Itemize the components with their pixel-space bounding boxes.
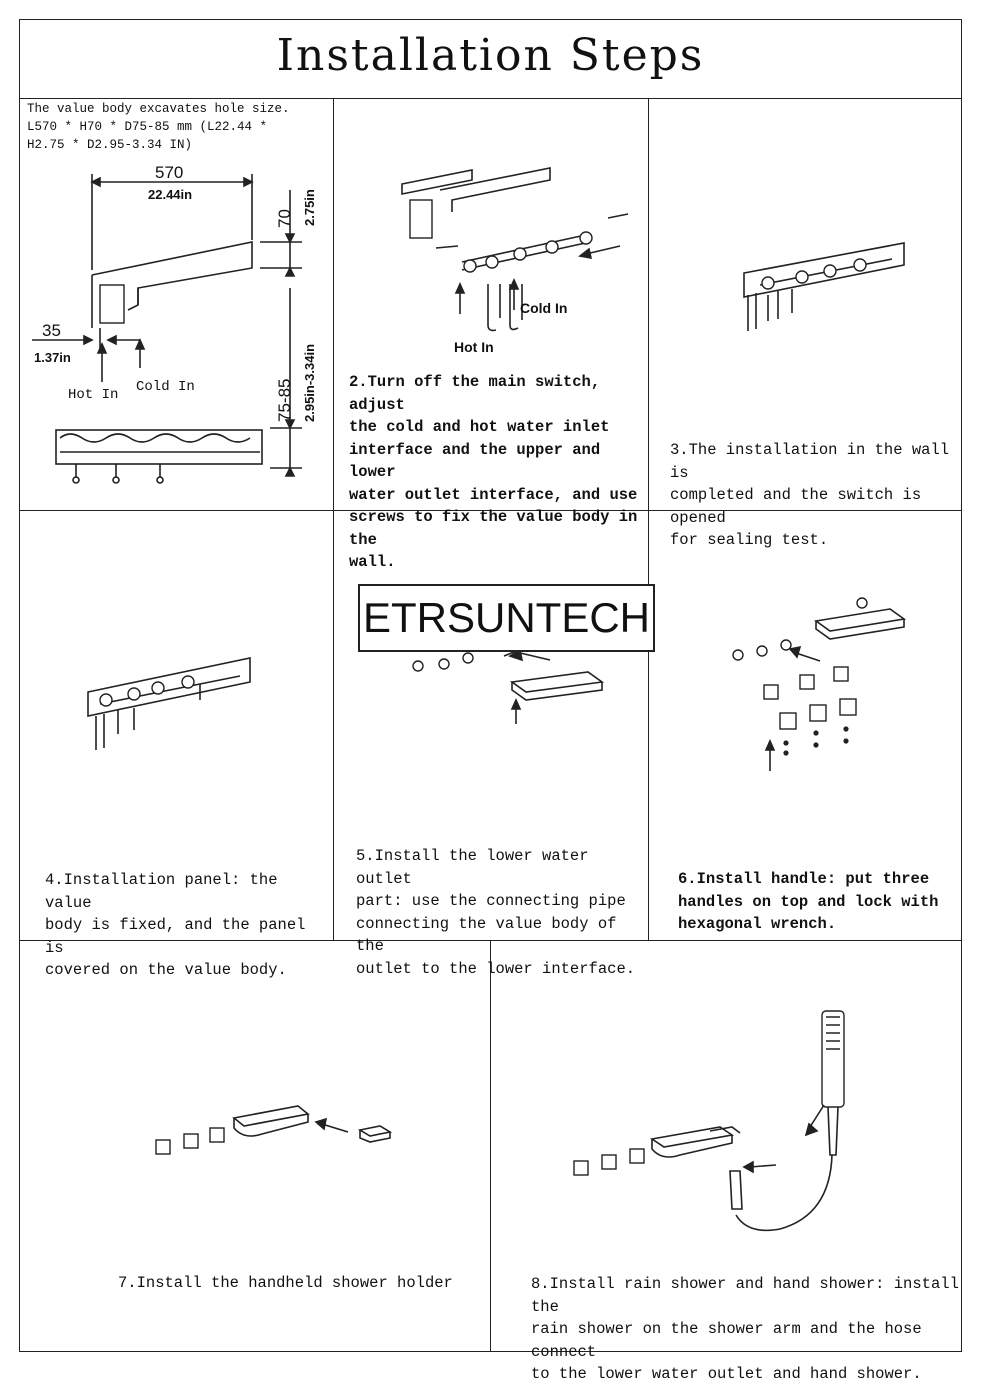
page-title: Installation Steps xyxy=(276,30,705,81)
col-divider-2 xyxy=(648,98,649,940)
step6-diagram xyxy=(720,595,920,775)
step8-caption: 8.Install rain shower and hand shower: install the rain shower on the shower arm and the hose connect to the lower water outlet and hand shower. xyxy=(531,1275,959,1383)
step7-caption: 7.Install the handheld shower holder xyxy=(118,1274,453,1292)
title-divider xyxy=(19,98,962,99)
watermark-label: ETRSUNTECH xyxy=(358,584,655,652)
step3-diagram xyxy=(720,235,920,345)
step4-caption: 4.Installation panel: the value body is fixed, and the panel is covered on the value body. xyxy=(45,871,306,979)
step3-caption: 3.The installation in the wall is completed and the switch is opened for sealing test. xyxy=(670,441,950,549)
step1-hot-in-label: Hot In xyxy=(68,387,119,403)
dim-depth-in: 2.95in-3.34in xyxy=(302,343,317,422)
step1-dimension-diagram xyxy=(20,160,332,505)
step1-cold-in-label: Cold In xyxy=(136,379,195,395)
dim-depth-mm: 75-85 xyxy=(275,378,294,422)
step2-diagram xyxy=(340,150,640,360)
dim-height-in: 2.75in xyxy=(302,189,317,226)
col-divider-1 xyxy=(333,98,334,940)
dim-offset-in: 1.37in xyxy=(34,350,71,365)
step8-diagram xyxy=(560,1005,880,1245)
step1-note: The value body excavates hole size. L570 * H70 * D75-85 mm (L22.44 * H2.75 * D2.95-3.34 IN) xyxy=(27,102,290,152)
step6-caption: 6.Install handle: put three handles on top and lock with hexagonal wrench. xyxy=(678,870,939,933)
step2-cold-in-label: Cold In xyxy=(520,300,568,316)
row3-col-divider xyxy=(490,940,491,1352)
dim-height-mm: 70 xyxy=(275,209,294,228)
step4-diagram xyxy=(70,650,270,760)
step5-caption: 5.Install the lower water outlet part: use the connecting pipe connecting the value body of the outlet to the lower interface. xyxy=(356,847,636,978)
step2-caption: 2.Turn off the main switch, adjust the cold and hot water inlet interface and the upper and lower water outlet interface, and use screws to fix the value body in the wall. xyxy=(349,373,638,571)
step7-diagram xyxy=(150,1090,400,1170)
dim-length-in: 22.44in xyxy=(148,187,193,202)
dim-length-mm: 570 xyxy=(155,163,184,182)
dim-offset-mm: 35 xyxy=(42,321,61,340)
step2-hot-in-label: Hot In xyxy=(454,339,494,355)
